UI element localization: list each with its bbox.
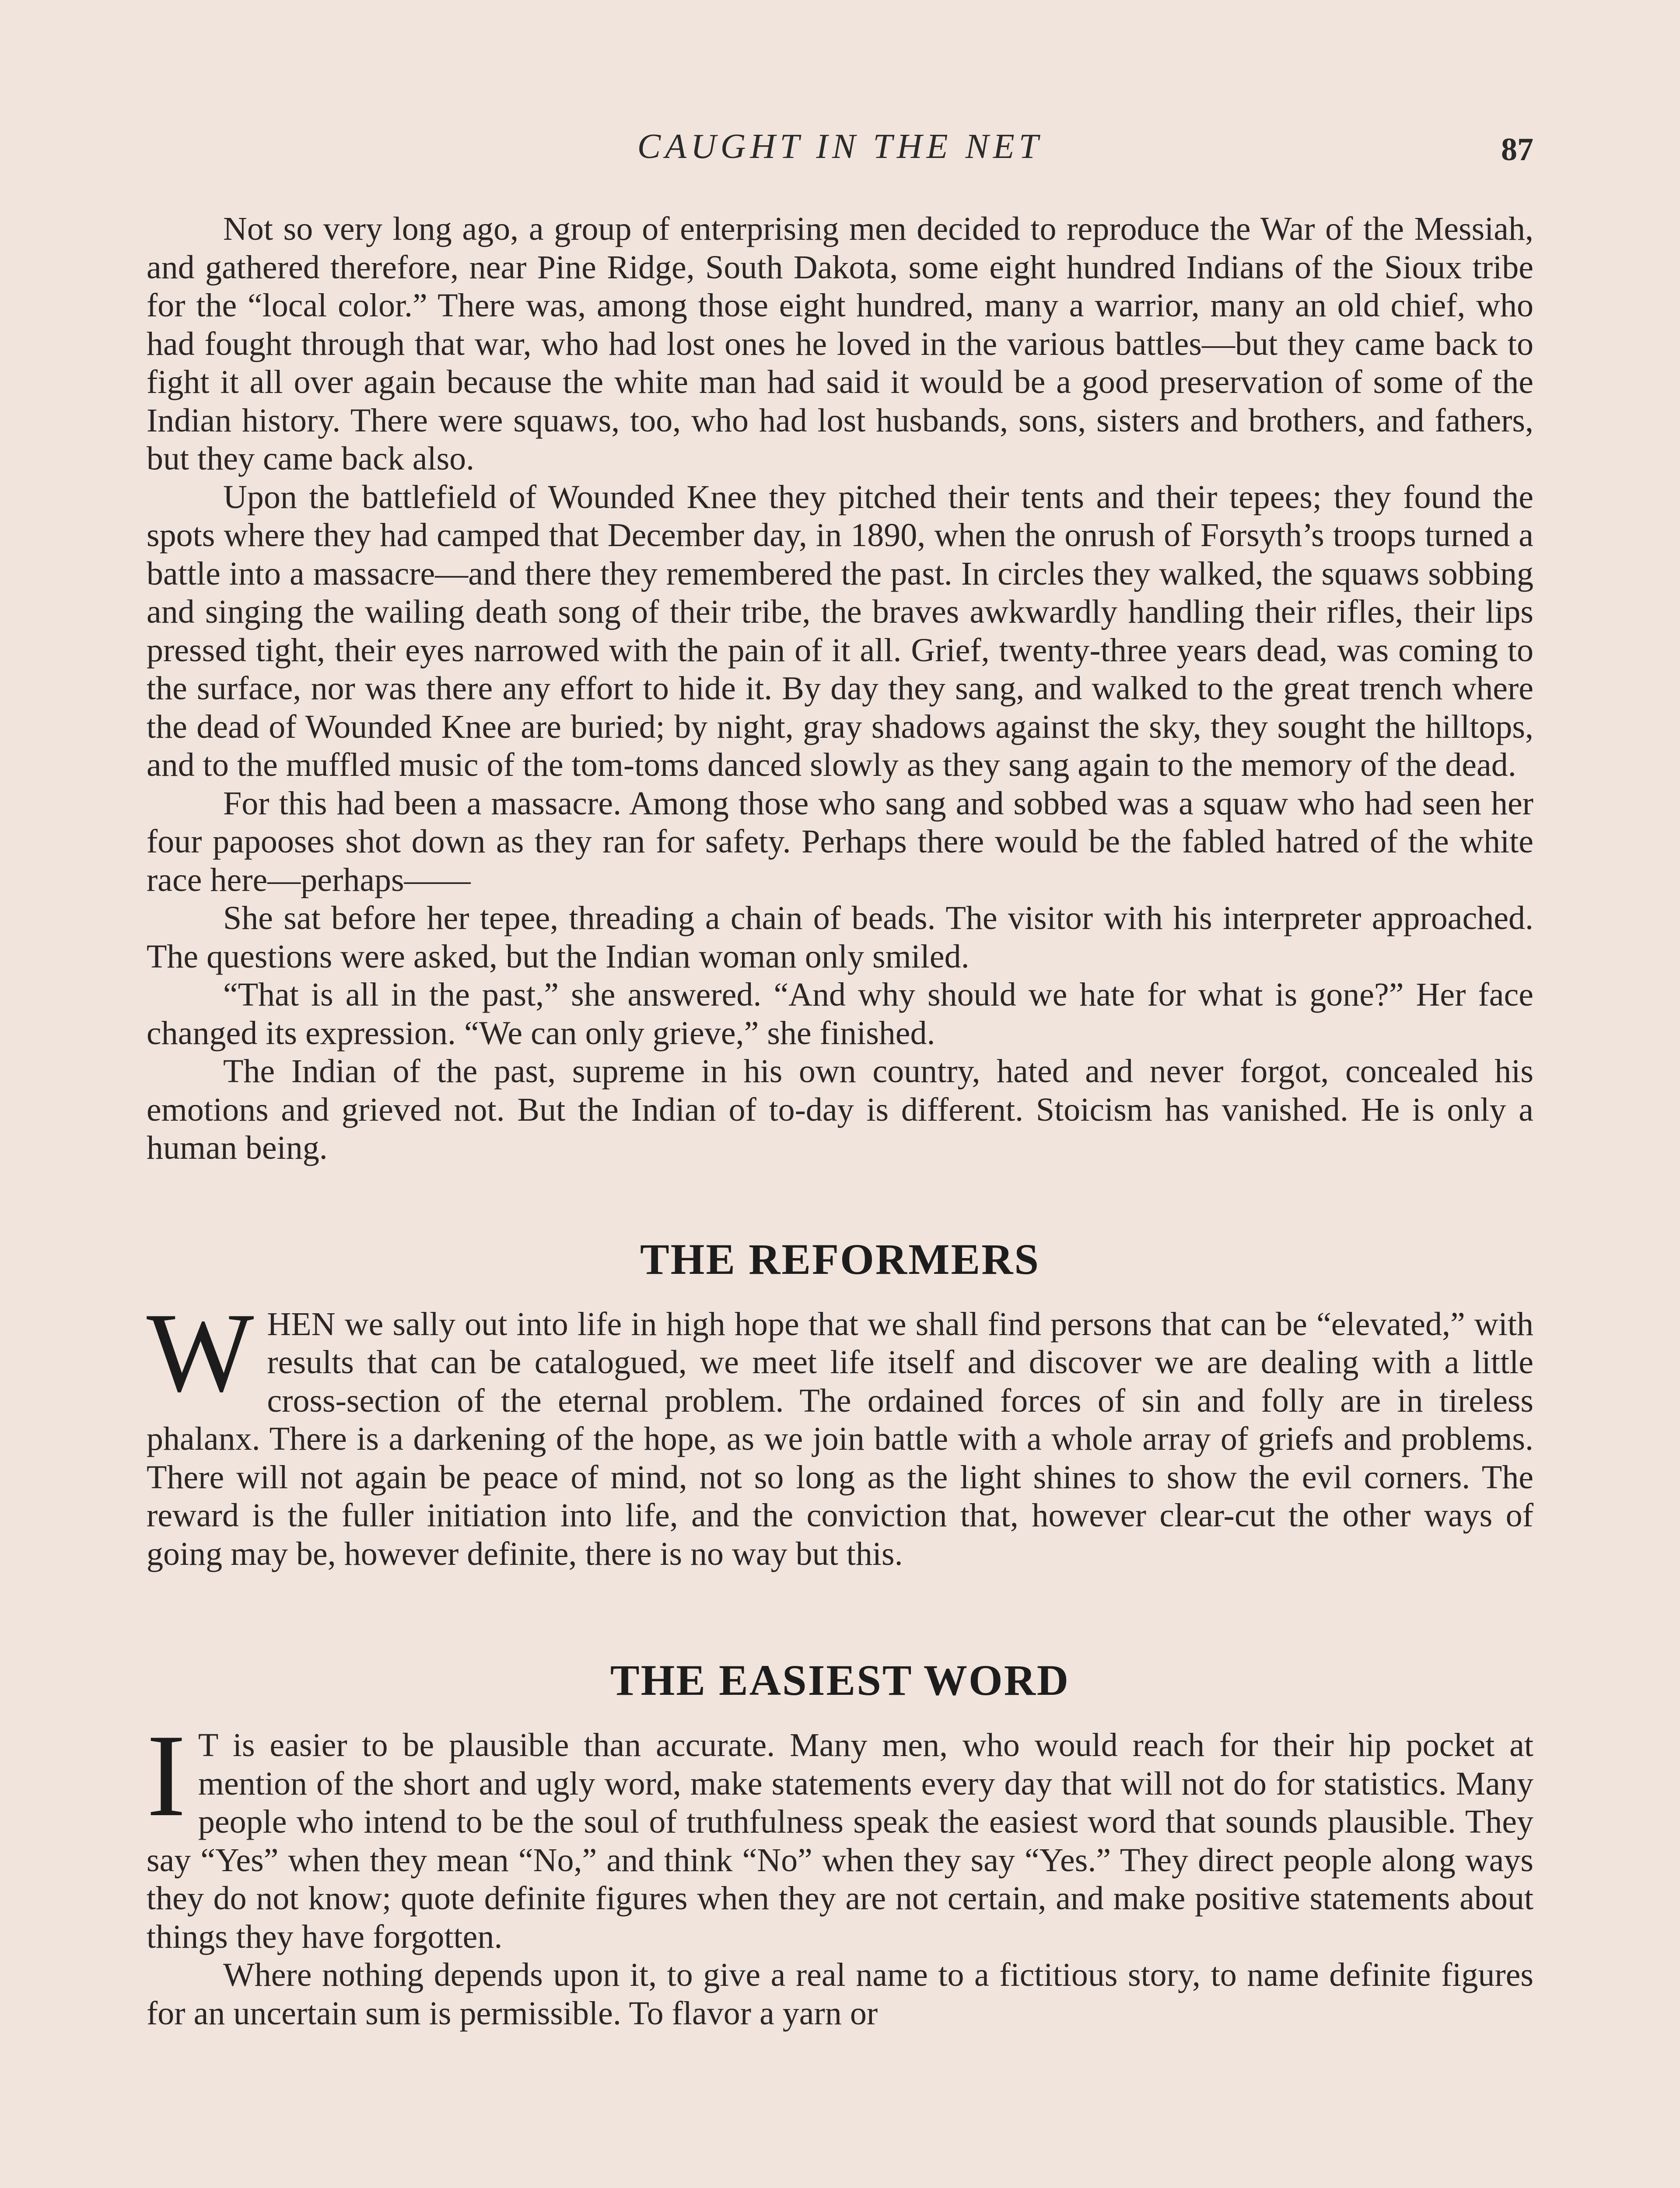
article-body xyxy=(147,210,1533,1168)
drop-cap: W xyxy=(147,1289,254,1416)
article-paragraph: The Indian of the past, supreme in his own country, hated and never forgot, concealed his emotions and grieved not. But the Indian of to-day is different. Stoicism has vanished. He is only a human being. xyxy=(147,1053,1533,1166)
article-paragraph: Upon the battlefield of Wounded Knee they pitched their tents and their tepees; they found the spots where they had camped that December day, in 1890, when the onrush of Forsyth’s troops turned a battle into a massacre—and there they remembered the past. In circles they walked, the squaws sobbing and singing the wailing death song of their tribe, the braves awkwardly handling their rifles, their lips pressed tight, their eyes narrowed with the pain of it all. Grief, twenty-three years dead, was coming to the surface, nor was there any effort to hide it. By day they sang, and walked to the great trench where the dead of Wounded Knee are buried; by night, gray shadows against the sky, they sought the hilltops, and to the muffled music of the tom-toms danced slowly as they sang again to the memory of the dead. xyxy=(147,478,1533,783)
section-heading-easiest-word: THE EASIEST WORD xyxy=(610,1656,1070,1704)
text-column xyxy=(147,210,1533,2033)
running-head: CAUGHT IN THE NET xyxy=(637,127,1043,166)
section-reformers xyxy=(147,1289,1533,1574)
easiest-word-paragraph-2: Where nothing depends upon it, to give a real name to a fictitious story, to name definite figures for an uncertain sum is permissible. To flavor a yarn or xyxy=(147,1957,1533,2032)
article-paragraph: “That is all in the past,” she answered. “And why should we hate for what is gone?” Her face changed its expression. “We can only grieve,” she finished. xyxy=(147,976,1533,1052)
reformers-paragraph xyxy=(147,1289,1533,1574)
page-header xyxy=(147,127,1533,188)
section-heading-reformers: THE REFORMERS xyxy=(640,1234,1040,1283)
section-easiest-word xyxy=(147,1710,1533,2033)
reformers-text: HEN we sally out into life in high hope that we shall find persons that can be “elevated,” with results that can be catalogued, we meet life itself and discover we are dealing with a little cross-section of the eternal problem. The ordained forces of sin and folly are in tireless phalanx. There is a darkening of the hope, as we join battle with a whole array of griefs and problems. There will not again be peace of mind, not so long as the light shines to show the evil corners. The reward is the fuller initiation into life, and the conviction that, however clear-cut the other ways of going may be, however definite, there is no way but this. xyxy=(147,1305,1533,1572)
article-paragraph: She sat before her tepee, threading a chain of beads. The visitor with his interpreter approached. The questions were asked, but the Indian woman only smiled. xyxy=(147,900,1533,975)
article-paragraph: Not so very long ago, a group of enterprising men decided to reproduce the War of the Messiah, and gathered therefore, near Pine Ridge, South Dakota, some eight hundred Indians of the Sioux tribe for the “local color.” There was, among those eight hundred, many a warrior, many an old chief, who had fought through that war, who had lost ones he loved in the various battles—but they came back to fight it all over again because the white man had said it would be a good preservation of some of the Indian history. There were squaws, too, who had lost husbands, sons, sisters and brothers, and fathers, but they came back also. xyxy=(147,210,1533,477)
page-number: 87 xyxy=(1501,132,1533,168)
drop-cap: I xyxy=(147,1710,186,1841)
easiest-word-text: T is easier to be plausible than accurate. Many men, who would reach for their hip pocket at mention of the short and ugly word, make statements every day that will not do for statistics. Many people who intend to be the soul of truthfulness speak the easiest word that sounds plausible. They say “Yes” when they mean “No,” and think “No” when they say “Yes.” They direct people along ways they do not know; quote definite figures when they are not certain, and make positive statements about things they have forgotten. xyxy=(147,1727,1533,1955)
easiest-word-paragraph xyxy=(147,1710,1533,1956)
article-paragraph: For this had been a massacre. Among those who sang and sobbed was a squaw who had seen her four papooses shot down as they ran for safety. Perhaps there would be the fabled hatred of the white race here—perhaps—— xyxy=(147,785,1533,898)
